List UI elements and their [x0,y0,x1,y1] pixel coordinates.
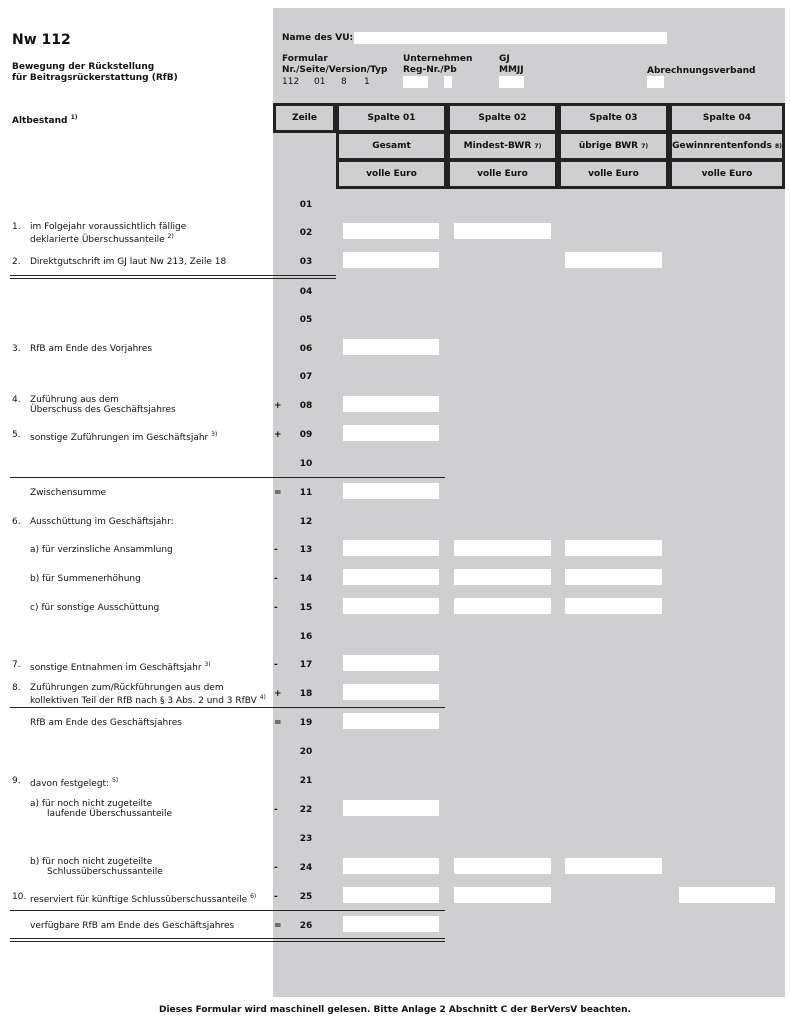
row-text-line2 [47,809,172,819]
row-sign: = [274,488,282,498]
row-sign: - [274,660,278,670]
input-zeile-15-spalte-01[interactable] [343,598,439,614]
input-zeile-14-spalte-03[interactable] [565,569,662,585]
row-item-number: 1. [12,222,21,232]
row-text: kollektiven Teil der RfB nach § 3 Abs. 2 und 3 RfBV [30,696,257,706]
row-text: b) für noch nicht zugeteilte [30,857,153,867]
row-text-line1 [30,395,119,405]
uebrige-bwr-header: übrige BWR 7) [558,131,669,161]
row-text: verfügbare RfB am Ende des Geschäftsjahres [30,921,235,931]
row-text-line1 [30,545,173,555]
row-label [12,395,272,417]
input-zeile-02-spalte-02[interactable] [454,223,551,239]
rule-before-zwischensumme [10,477,445,478]
spalte-02-header: Spalte 02 [447,103,558,133]
row-sign: - [274,863,278,873]
unit-col-04: volle Euro [669,159,785,189]
row-text: Ausschüttung im Geschäftsjahr: [30,517,174,527]
row-text-line1 [30,892,256,905]
zeile-number: 13 [299,545,313,555]
zeile-number: 25 [299,892,313,902]
zeile-number: 03 [299,257,313,267]
unit-col-01: volle Euro [336,159,447,189]
zeile-number: 19 [299,718,313,728]
row-item-number: 4. [12,395,21,405]
row-text-line1 [30,857,152,867]
row-item-number: 8. [12,683,21,693]
zeile-number: 09 [299,430,313,440]
zeile-header: Zeile [273,103,336,133]
spalte-04-header: Spalte 04 [669,103,785,133]
row-label [12,603,272,625]
zeile-number: 23 [299,834,313,844]
row-text-line1 [30,683,224,693]
section-title: Altbestand $^{1)}$ [12,114,78,126]
row-label [12,574,272,596]
row-text-line1 [30,921,234,931]
gewinnrentenfonds-header: Gewinnrentenfonds 8) [669,131,785,161]
row-label [12,517,272,539]
input-zeile-25-spalte-01[interactable] [343,887,439,903]
row-label [12,776,272,798]
row-label [12,857,272,879]
unit-col-03: volle Euro [558,159,669,189]
row-footnote: 6) [250,893,257,900]
row-text-line1 [30,660,211,673]
gj-input[interactable] [499,76,524,88]
row-text-line2 [30,693,266,706]
zeile-number: 10 [299,459,313,469]
name-label: Name des VU: [282,33,354,43]
zeile-number: 21 [299,776,313,786]
input-zeile-25-spalte-02[interactable] [454,887,551,903]
row-sign: - [274,603,278,613]
row-text-line1 [30,799,152,809]
row-text: b) für Summenerhöhung [30,574,141,584]
row-sign: + [274,401,282,411]
row-text-line1 [30,517,174,527]
zeile-number: 26 [299,921,313,931]
zeile-number: 11 [299,488,313,498]
double-rule-bottom [10,938,445,942]
zeile-number: 05 [299,315,313,325]
row-sign: = [274,921,282,931]
row-text-line1 [30,603,159,613]
row-text-line1 [30,718,182,728]
row-text: a) für noch nicht zugeteilte [30,799,153,809]
input-zeile-13-spalte-03[interactable] [565,540,662,556]
row-sign: + [274,430,282,440]
row-label [12,488,272,510]
row-text-line1 [30,430,217,443]
input-zeile-24-spalte-03[interactable] [565,858,662,874]
input-zeile-24-spalte-02[interactable] [454,858,551,874]
row-label [12,222,272,244]
row-sign: = [274,718,282,728]
row-sign: + [274,689,282,699]
row-sign: - [274,574,278,584]
gj-label: GJ MMJJ [499,54,524,75]
abrechnungsverband-label: Abrechnungsverband [647,66,756,76]
input-zeile-13-spalte-02[interactable] [454,540,551,556]
zeile-number: 06 [299,344,313,354]
row-footnote: 3) [204,661,211,668]
zeile-number: 16 [299,632,313,642]
row-label [12,344,272,366]
input-zeile-25-spalte-04[interactable] [679,887,775,903]
mindest-bwr-header: Mindest-BWR 7) [447,131,558,161]
row-label [12,430,272,452]
row-label [12,660,272,682]
row-item-number: 6. [12,517,21,527]
spalte-01-header: Spalte 01 [336,103,447,133]
unit-col-02: volle Euro [447,159,558,189]
input-zeile-08-spalte-01[interactable] [343,396,439,412]
input-zeile-15-spalte-03[interactable] [565,598,662,614]
input-zeile-02-spalte-01[interactable] [343,223,439,239]
input-zeile-17-spalte-01[interactable] [343,655,439,671]
row-text-line1 [30,222,186,232]
zeile-number: 14 [299,574,313,584]
row-text: c) für sonstige Ausschüttung [30,603,160,613]
row-sign: - [274,805,278,815]
row-label [12,545,272,567]
input-zeile-19-spalte-01[interactable] [343,713,439,729]
row-text: Zuführung aus dem [30,395,119,405]
double-rule [10,275,336,279]
input-zeile-14-spalte-02[interactable] [454,569,551,585]
zeile-number: 18 [299,689,313,699]
formular-version: 8 [341,77,347,87]
input-zeile-11-spalte-01[interactable] [343,483,439,499]
zeile-number: 04 [299,287,313,297]
input-zeile-03-spalte-03[interactable] [565,252,662,268]
gesamt-header: Gesamt [336,131,447,161]
zeile-number: 02 [299,228,313,238]
row-sign: - [274,545,278,555]
row-text: Direktgutschrift im GJ laut Nw 213, Zeile 18 [30,257,227,267]
row-text: im Folgejahr voraussichtlich fällige [30,222,187,232]
reg-nr-input[interactable] [403,76,428,88]
zeile-number: 17 [299,660,313,670]
input-zeile-18-spalte-01[interactable] [343,684,439,700]
spalte-03-header: Spalte 03 [558,103,669,133]
row-text-line1 [30,344,152,354]
row-text: sonstige Entnahmen im Geschäftsjahr [30,663,202,673]
input-zeile-22-spalte-01[interactable] [343,800,439,816]
row-text-line2 [30,232,174,245]
row-text: davon festgelegt: [30,779,110,789]
footer-note: Dieses Formular wird maschinell gelesen. Bitte Anlage 2 Abschnitt C der BerVersV beachten. [158,1005,631,1015]
row-text-line1 [30,488,106,498]
input-zeile-09-spalte-01[interactable] [343,425,439,441]
row-text: Zuführungen zum/Rückführungen aus dem [30,683,224,693]
rule-before-rfb-ende [10,707,445,708]
rule-before-verfuegbare-rfb [10,910,445,911]
row-item-number: 5. [12,430,21,440]
input-zeile-15-spalte-02[interactable] [454,598,551,614]
input-zeile-14-spalte-01[interactable] [343,569,439,585]
zeile-number: 12 [299,517,313,527]
row-text-line1 [30,574,141,584]
row-text: deklarierte Überschussanteile [30,235,165,245]
form-subtitle: Bewegung der Rückstellung für Beitragsrückerstattung (RfB) [12,62,178,83]
row-item-number: 7. [12,660,21,670]
formular-nr: 112 [282,77,300,87]
row-label [12,799,272,821]
input-zeile-24-spalte-01[interactable] [343,858,439,874]
row-footnote: 4) [259,694,266,701]
row-footnote: 5) [112,777,119,784]
input-zeile-26-spalte-01[interactable] [343,916,439,932]
formular-label: Formular Nr./Seite/Version/Typ [282,54,388,75]
row-item-number: 10. [12,892,27,902]
zeile-number: 15 [299,603,313,613]
zeile-number: 20 [299,747,313,757]
input-zeile-13-spalte-01[interactable] [343,540,439,556]
row-text: laufende Überschussanteile [47,809,173,819]
zeile-number: 22 [299,805,313,815]
form-title: Nw 112 [12,32,71,48]
formular-typ: 1 [364,77,370,87]
row-item-number: 2. [12,257,21,267]
row-text: Überschuss des Geschäftsjahres [30,405,176,415]
row-label [12,718,272,740]
row-text: sonstige Zuführungen im Geschäftsjahr [30,433,209,443]
row-text: RfB am Ende des Vorjahres [30,344,153,354]
name-input[interactable] [354,32,667,44]
row-text: Zwischensumme [30,488,107,498]
row-item-number: 9. [12,776,21,786]
zeile-number: 08 [299,401,313,411]
zeile-number: 01 [299,200,313,210]
row-text-line1 [30,257,226,267]
input-zeile-06-spalte-01[interactable] [343,339,439,355]
row-text: RfB am Ende des Geschäftsjahres [30,718,182,728]
zeile-number: 24 [299,863,313,873]
unternehmen-label: Unternehmen Reg-Nr./Pb [403,54,473,75]
row-text: a) für verzinsliche Ansammlung [30,545,173,555]
row-text: reserviert für künftige Schlussüberschussanteile [30,895,248,905]
row-text-line2 [30,405,176,415]
row-item-number: 3. [12,344,21,354]
row-sign: - [274,892,278,902]
row-footnote: 2) [167,233,174,240]
row-label [12,683,272,705]
row-text: Schlussüberschussanteile [47,867,163,877]
pb-input[interactable] [444,76,452,88]
row-footnote: 3) [211,431,218,438]
row-text-line1 [30,776,118,789]
formular-seite: 01 [314,77,326,87]
abrechnungsverband-input[interactable] [647,76,664,88]
row-text-line2 [47,867,163,877]
zeile-number: 07 [299,372,313,382]
input-zeile-03-spalte-01[interactable] [343,252,439,268]
